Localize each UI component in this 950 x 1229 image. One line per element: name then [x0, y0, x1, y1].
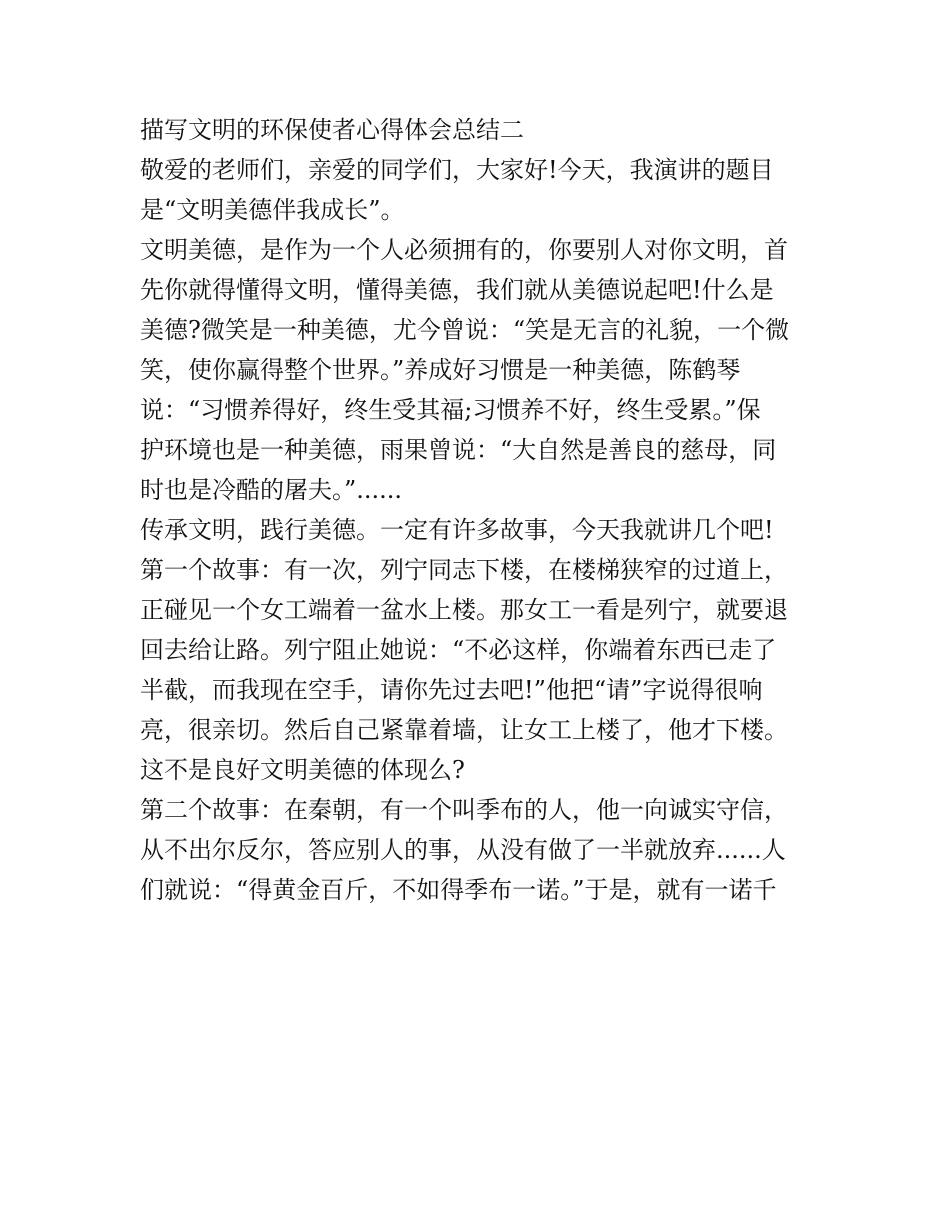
text-line: 第一个故事：有一次，列宁同志下楼，在楼梯狭窄的过道上，: [140, 556, 788, 584]
text-line: 先你就得懂得文明，懂得美德，我们就从美德说起吧!什么是: [140, 276, 774, 304]
text-line: 敬爱的老师们，亲爱的同学们，大家好!今天，我演讲的题目: [140, 156, 774, 184]
text-line: 从不出尔反尔，答应别人的事，从没有做了一半就放弃......人: [140, 836, 786, 864]
text-line: 是“文明美德伴我成长”。: [140, 196, 405, 224]
text-line: 正碰见一个女工端着一盆水上楼。那女工一看是列宁，就要退: [140, 596, 788, 624]
text-line: 第二个故事：在秦朝，有一个叫季布的人，他一向诚实守信，: [140, 796, 788, 824]
text-line: 亮，很亲切。然后自己紧靠着墙，让女工上楼了，他才下楼。: [140, 716, 788, 744]
text-line: 文明美德，是作为一个人必须拥有的，你要别人对你文明，首: [140, 236, 788, 264]
text-line: 们就说：“得黄金百斤，不如得季布一诺。”于是，就有一诺千: [140, 876, 777, 904]
text-line: 美德?微笑是一种美德，尤今曾说：“笑是无言的礼貌，一个微: [140, 316, 790, 344]
text-line: 回去给让路。列宁阻止她说：“不必这样，你端着东西已走了: [140, 636, 777, 664]
text-line: 传承文明，践行美德。一定有许多故事，今天我就讲几个吧!: [140, 516, 774, 544]
document-body: [140, 110, 830, 910]
document-title: 描写文明的环保使者心得体会总结二: [140, 116, 524, 144]
text-line: 时也是冷酷的屠夫。”......: [140, 476, 403, 504]
text-line: 说：“习惯养得好，终生受其福;习惯养不好，终生受累。”保: [140, 396, 761, 424]
text-line: 这不是良好文明美德的体现么?: [140, 756, 465, 784]
text-line: 护环境也是一种美德，雨果曾说：“大自然是善良的慈母，同: [140, 436, 777, 464]
text-line: 半截，而我现在空手，请你先过去吧!”他把“请”字说得很响: [140, 676, 763, 704]
text-line: 笑，使你赢得整个世界。”养成好习惯是一种美德，陈鹤琴: [140, 356, 741, 384]
